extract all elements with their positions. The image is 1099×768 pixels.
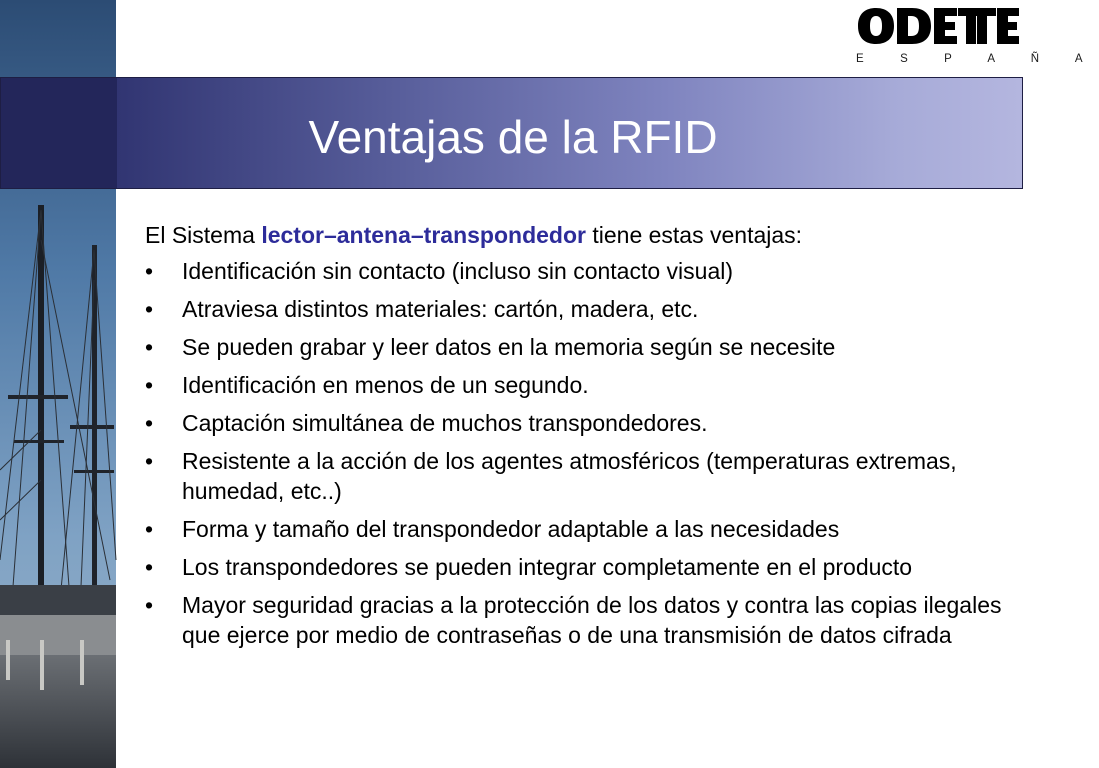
list-item [145,446,1015,506]
bullet-icon: • [145,410,154,436]
list-item-text: Atraviesa distintos materiales: cartón, madera, etc. [182,296,699,322]
list-item [145,332,1015,362]
intro-suffix: tiene estas ventajas: [585,222,803,248]
list-item-text: Forma y tamaño del transpondedor adaptable a las necesidades [182,516,840,542]
list-item [145,256,1015,286]
logo-subtitle: E S P A Ñ A [856,53,1099,65]
list-item-text: Identificación sin contacto (incluso sin contacto visual) [182,258,734,284]
title-band [0,77,1023,189]
list-item-text: Se pueden grabar y leer datos en la memoria según se necesite [182,334,836,360]
list-item-text: Identificación en menos de un segundo. [182,372,589,398]
list-item [145,590,1015,650]
bullet-icon: • [145,296,154,322]
list-item-text: Captación simultánea de muchos transpondedores. [182,410,708,436]
list-item [145,294,1015,324]
title-band-left-block [1,78,117,188]
bullet-icon: • [145,592,154,618]
bullet-icon: • [145,554,154,580]
list-item [145,552,1015,582]
bullet-icon: • [145,372,154,398]
slide-title: Ventajas de la RFID [308,111,718,163]
list-item [145,370,1015,400]
advantages-list [145,256,1015,650]
odette-wordmark [856,6,1020,46]
bullet-icon: • [145,334,154,360]
list-item-text: Mayor seguridad gracias a la protección de los datos y contra las copias ilegales que ejerce por medio de contraseñas o de una transmisión de datos cifrada [182,592,1002,648]
intro-prefix: El Sistema [145,222,262,248]
list-item [145,514,1015,544]
list-item-text: Los transpondedores se pueden integrar completamente en el producto [182,554,913,580]
intro-line [145,220,1015,250]
slide-body [145,220,1015,658]
intro-highlight: lector–antena–transpondedor [261,222,586,248]
list-item-text: Resistente a la acción de los agentes atmosféricos (temperaturas extremas, humedad, etc..) [182,448,957,504]
bullet-icon: • [145,258,154,284]
bullet-icon: • [145,448,154,474]
bullet-icon: • [145,516,154,542]
list-item [145,408,1015,438]
odette-logo [856,6,1099,66]
